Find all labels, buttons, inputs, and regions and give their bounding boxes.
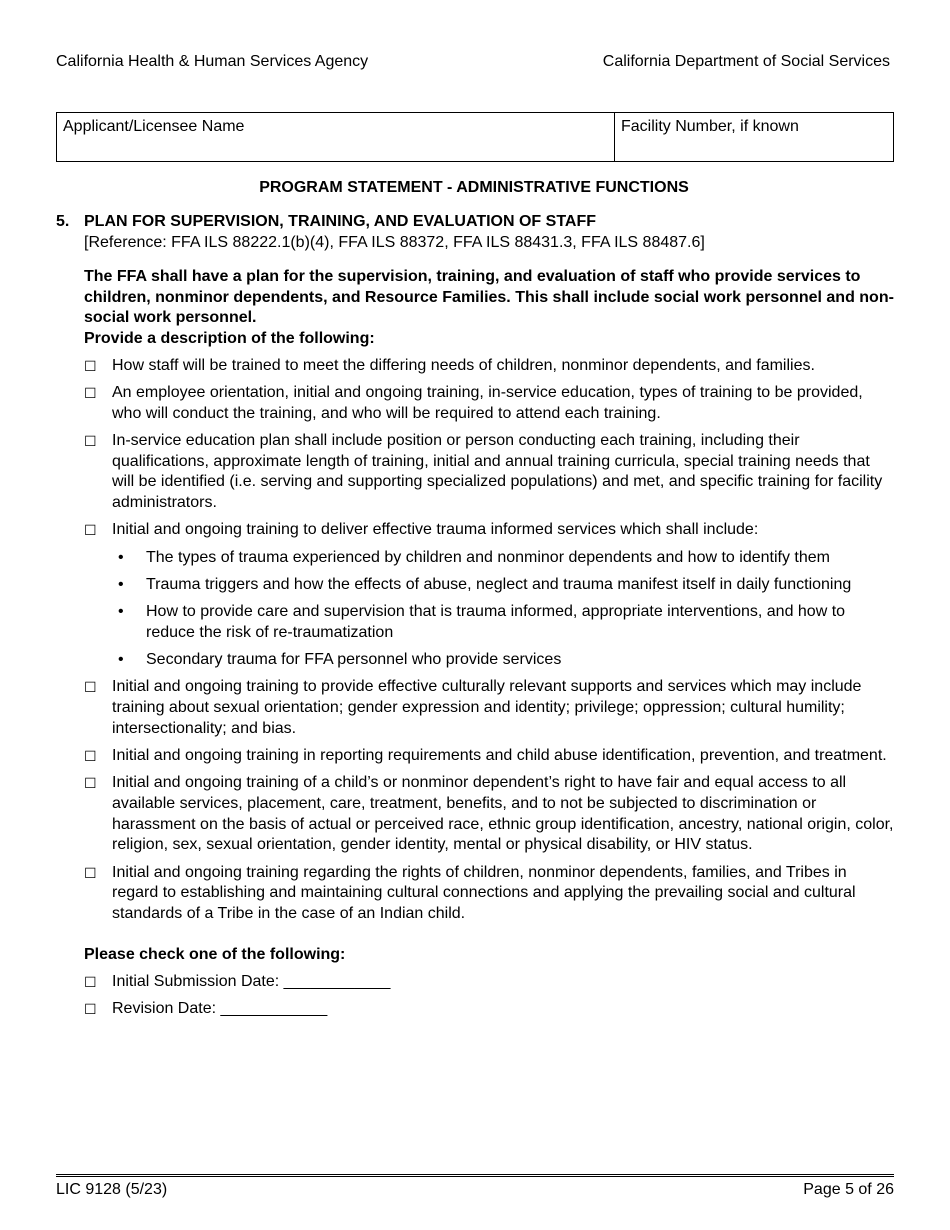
section-heading: [56, 212, 894, 233]
checkbox-icon[interactable]: ☐: [84, 747, 97, 764]
section-reference: [Reference: FFA ILS 88222.1(b)(4), FFA ILS 88372, FFA ILS 88431.3, FFA ILS 88487.6]: [84, 233, 705, 251]
list-item: [84, 356, 894, 377]
trauma-bullet-list: [84, 548, 894, 671]
submission-options: [56, 972, 894, 1020]
bullet-icon: •: [118, 650, 124, 668]
checkbox-icon[interactable]: ☐: [84, 775, 97, 792]
applicant-name-field[interactable]: [57, 113, 615, 161]
department-name: California Department of Social Services: [602, 53, 890, 70]
checkbox-icon[interactable]: ☐: [84, 432, 97, 449]
item-text: An employee orientation, initial and ongoing training, in-service education, types of training to be provided, who will conduct the training, and who will be required to attend each training.: [112, 383, 863, 422]
bullet-item: [118, 650, 894, 671]
footer-divider: [56, 1174, 894, 1177]
item-text: Initial and ongoing training to deliver effective trauma informed services which shall include:: [112, 521, 759, 539]
list-item: [84, 746, 894, 767]
form-id: LIC 9128 (5/23): [56, 1181, 168, 1198]
bullet-item: [118, 575, 894, 596]
list-item: [84, 773, 894, 856]
list-item: [84, 677, 894, 739]
intro-text: The FFA shall have a plan for the supervision, training, and evaluation of staff who provide services to children, nonminor dependents, and Resource Families. This shall include social work personnel and non-social work personnel.: [84, 268, 894, 327]
checkbox-icon[interactable]: ☐: [84, 1000, 97, 1017]
checkbox-icon[interactable]: ☐: [84, 679, 97, 696]
revision-date-option: [84, 999, 894, 1020]
item-text: Initial and ongoing training regarding the rights of children, nonminor dependents, families, and Tribes in regard to establishing and maintaining cultural connections and applying the prevailing social and cultural standards of a Tribe in the case of an Indian child.: [112, 863, 856, 923]
bullet-text: Trauma triggers and how the effects of abuse, neglect and trauma manifest itself in daily functioning: [146, 575, 852, 593]
revision-date-label: Revision Date: ____________: [112, 999, 328, 1017]
list-item: [84, 863, 894, 925]
bullet-item: [118, 548, 894, 569]
list-item: [84, 431, 894, 514]
identification-table: [56, 112, 894, 162]
initial-submission-label: Initial Submission Date: ____________: [112, 972, 391, 990]
page-header: [56, 52, 890, 72]
checkbox-icon[interactable]: ☐: [84, 384, 97, 401]
list-item: [84, 383, 894, 425]
provide-instruction: Provide a description of the following:: [84, 329, 375, 347]
checkbox-icon[interactable]: ☐: [84, 864, 97, 881]
bullet-text: Secondary trauma for FFA personnel who provide services: [146, 650, 562, 668]
bullet-text: How to provide care and supervision that is trauma informed, appropriate interventions, and how to reduce the risk of re-traumatization: [146, 602, 846, 641]
applicant-name-label: Applicant/Licensee Name: [63, 118, 245, 135]
page-footer: [56, 1180, 894, 1200]
agency-name: California Health & Human Services Agency: [56, 53, 369, 70]
bullet-text: The types of trauma experienced by children and nonminor dependents and how to identify them: [146, 548, 830, 566]
section-5: [56, 212, 894, 1026]
bullet-item: [118, 602, 894, 644]
checkbox-icon[interactable]: ☐: [84, 973, 97, 990]
bullet-icon: •: [118, 548, 124, 566]
bullet-icon: •: [118, 575, 124, 593]
item-text: Initial and ongoing training to provide effective culturally relevant supports and services which may include training about sexual orientation; gender expression and identity; privilege; oppression; cultural humility; intersectionality; and bias.: [112, 678, 862, 737]
facility-number-label: Facility Number, if known: [621, 118, 799, 135]
section-number: 5.: [56, 213, 70, 230]
item-text: Initial and ongoing training in reporting requirements and child abuse identification, prevention, and treatment.: [112, 746, 887, 764]
page-number: Page 5 of 26: [803, 1181, 894, 1198]
item-text: In-service education plan shall include position or person conducting each training, including their qualifications, approximate length of training, initial and annual training curricula, special training needs that will be identified (i.e. serving and supporting specialized populations) and met, and specific training for facility administrators.: [112, 431, 883, 512]
item-text: How staff will be trained to meet the differing needs of children, nonminor dependents, and families.: [112, 356, 815, 374]
bullet-icon: •: [118, 602, 124, 620]
document-title: PROGRAM STATEMENT - ADMINISTRATIVE FUNCTIONS: [259, 179, 689, 196]
checkbox-icon[interactable]: ☐: [84, 357, 97, 374]
list-item: [84, 520, 894, 541]
checkbox-icon[interactable]: ☐: [84, 522, 97, 539]
initial-submission-option: [84, 972, 894, 993]
facility-number-field[interactable]: [615, 113, 893, 161]
section-title: PLAN FOR SUPERVISION, TRAINING, AND EVALUATION OF STAFF: [84, 213, 597, 230]
item-text: Initial and ongoing training of a child’s or nonminor dependent’s right to have fair and equal access to all available services, placement, care, treatment, benefits, and to not be subjected to discrimination or harassment on the basis of actual or perceived race, ethnic group identification, ancestry, national origin, color, religion, sex, sexual orientation, gender identity, mental or physical disability, or HIV status.: [112, 774, 894, 854]
check-one-heading: Please check one of the following:: [84, 945, 346, 963]
section-intro: [56, 267, 894, 349]
requirement-list: [56, 356, 894, 925]
